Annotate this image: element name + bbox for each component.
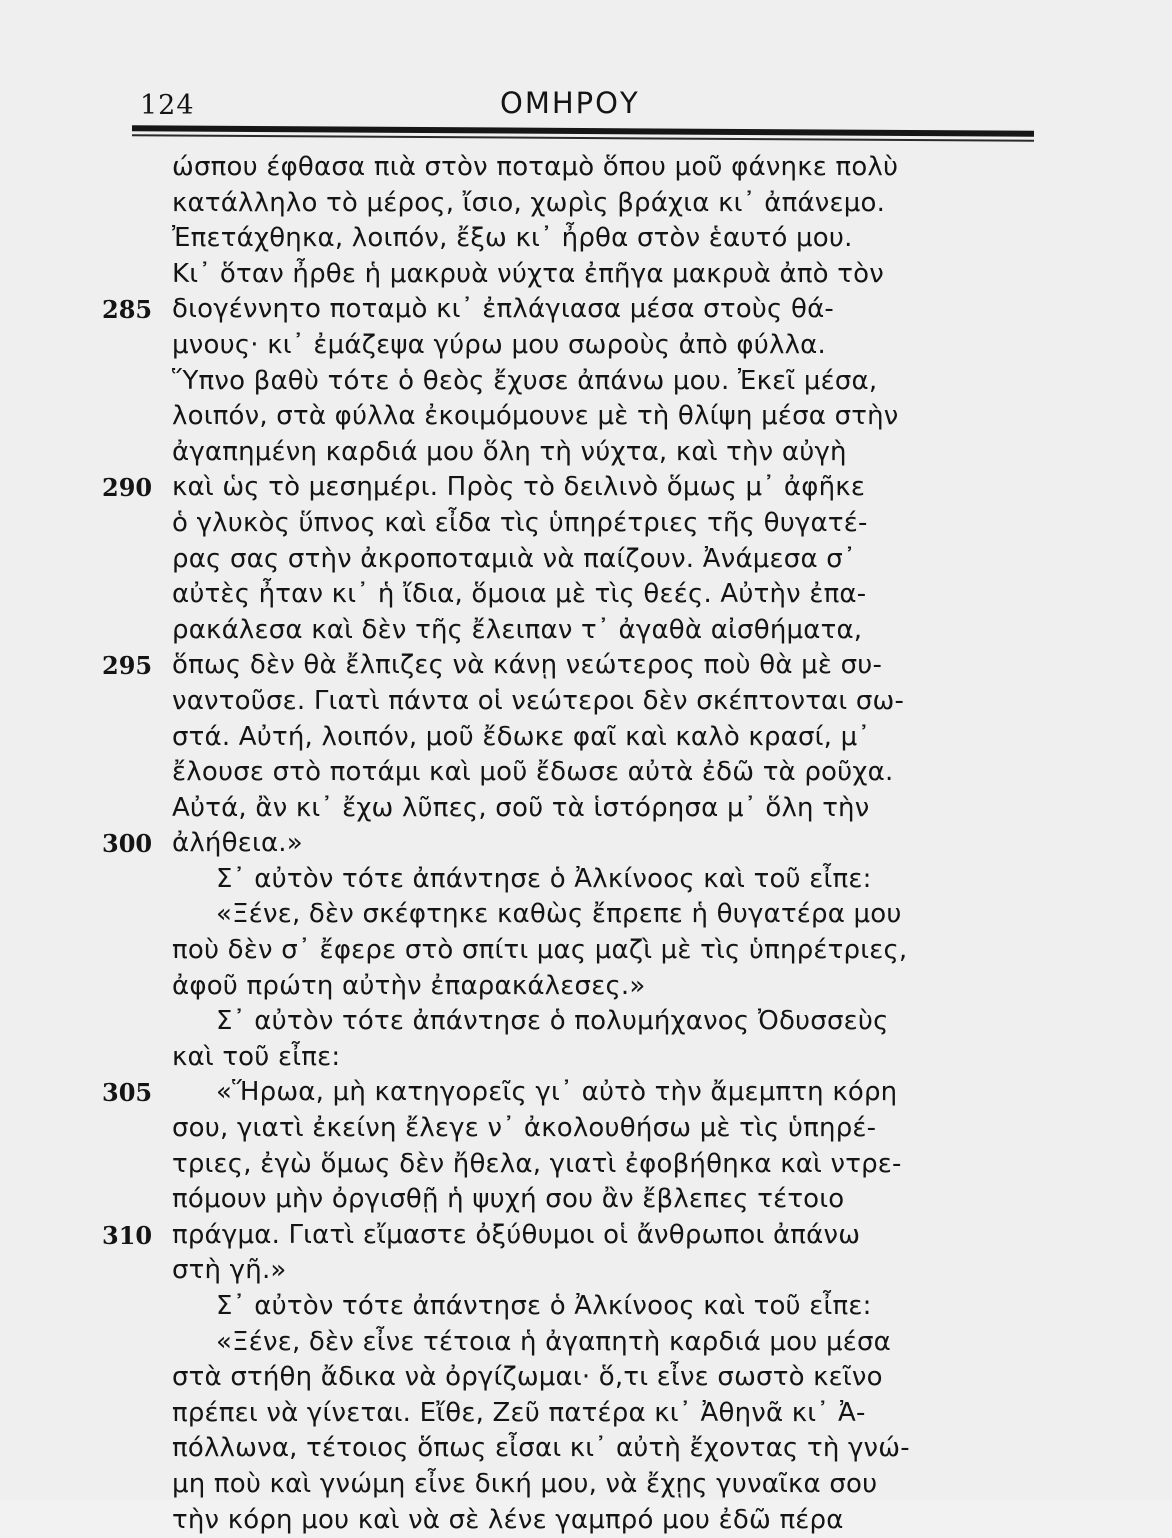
text-line: Σ᾽ αὐτὸν τότε ἀπάντησε ὁ Ἀλκίνοος καὶ τοῦ εἶπε:: [216, 1291, 872, 1321]
line-number: 290: [102, 473, 153, 502]
line-number: 285: [102, 295, 153, 324]
text-line: στὰ στήθη ἄδικα νὰ ὀργίζωμαι· ὅ,τι εἶνε σωστὸ κεῖνο: [172, 1362, 883, 1393]
text-line: ὁ γλυκὸς ὕπνος καὶ εἶδα τὶς ὑπηρέτριες τῆς θυγατέ-: [172, 507, 868, 538]
line-number: 310: [102, 1221, 153, 1250]
line-number: 295: [102, 651, 153, 680]
line-number: 305: [102, 1078, 153, 1107]
text-line: ὅπως δὲν θὰ ἔλπιζες νὰ κάνῃ νεώτερος ποὺ θὰ μὲ συ-: [172, 650, 883, 681]
text-line: Σ᾽ αὐτὸν τότε ἀπάντησε ὁ πολυμήχανος Ὀδυσσεὺς: [216, 1006, 889, 1037]
page-number: 124: [140, 90, 195, 121]
text-line: πόλλωνα, τέτοιος ὅπως εἶσαι κι᾽ αὐτὴ ἔχοντας τὴ γνώ-: [172, 1433, 910, 1464]
text-line: Ἐπετάχθηκα, λοιπόν, ἔξω κι᾽ ἦρθα στὸν ἑαυτό μου.: [172, 223, 853, 254]
text-line: ἀγαπημένη καρδιά μου ὅλη τὴ νύχτα, καὶ τὴν αὐγὴ: [172, 436, 847, 467]
text-line: στά. Αὐτή, λοιπόν, μοῦ ἔδωκε φαῖ καὶ καλὸ κρασί, μ᾽: [172, 721, 871, 752]
page-header: [140, 78, 1040, 128]
text-line: Σ᾽ αὐτὸν τότε ἀπάντησε ὁ Ἀλκίνοος καὶ τοῦ εἶπε:: [216, 863, 872, 894]
text-line: πόμουν μὴν ὀργισθῇ ἡ ψυχή σου ἂν ἔβλεπες τέτοιο: [172, 1184, 845, 1215]
text-line: ποὺ δὲν σ᾽ ἔφερε στὸ σπίτι μας μαζὶ μὲ τὶς ὑπηρέτριες,: [172, 935, 908, 966]
text-line: καὶ τοῦ εἶπε:: [172, 1041, 341, 1072]
text-line: μνους· κι᾽ ἐμάζεψα γύρω μου σωροὺς ἀπὸ φύλλα.: [172, 329, 826, 360]
text-line: καὶ ὡς τὸ μεσημέρι. Πρὸς τὸ δειλινὸ ὅμως μ᾽ ἀφῆκε: [172, 472, 866, 503]
text-line: ἔλουσε στὸ ποτάμι καὶ μοῦ ἔδωσε αὐτὰ ἐδῶ τὰ ροῦχα.: [172, 757, 894, 788]
running-title: ΟΜΗΡΟΥ: [500, 86, 640, 120]
text-line: διογέννητο ποταμὸ κι᾽ ἐπλάγιασα μέσα στοὺς θά-: [172, 294, 835, 325]
text-line: Ὕπνο βαθὺ τότε ὁ θεὸς ἔχυσε ἀπάνω μου. Ἐκεῖ μέσα,: [172, 365, 878, 396]
text-line: Αὐτά, ἂν κι᾽ ἔχω λῦπες, σοῦ τὰ ἱστόρησα μ᾽ ὅλη τὴν: [172, 792, 870, 823]
text-line: ἀλήθεια.»: [172, 828, 303, 859]
text-line: πράγμα. Γιατὶ εἴμαστε ὀξύθυμοι οἱ ἄνθρωποι ἀπάνω: [172, 1219, 861, 1250]
text-line: μη ποὺ καὶ γνώμη εἶνε δική μου, νὰ ἔχῃς γυναῖκα σου: [172, 1468, 878, 1499]
text-line: τριες, ἐγὼ ὅμως δὲν ἤθελα, γιατὶ ἐφοβήθηκα καὶ ντρε-: [172, 1148, 902, 1179]
text-line: κατάλληλο τὸ μέρος, ἴσιο, χωρὶς βράχια κι᾽ ἀπάνεμο.: [172, 187, 886, 218]
text-line: ρακάλεσα καὶ δὲν τῆς ἔλειπαν τ᾽ ἀγαθὰ αἰσθήματα,: [172, 614, 863, 645]
text-line: αὐτὲς ἦταν κι᾽ ἡ ἴδια, ὅμοια μὲ τὶς θεές. Αὐτὴν ἐπα-: [172, 579, 867, 610]
text-line: σου, γιατὶ ἐκείνη ἔλεγε ν᾽ ἀκολουθήσω μὲ τὶς ὑπηρέ-: [172, 1113, 877, 1144]
text-line: ώσπου έφθασα πιὰ στὸν ποταμὸ ὅπου μοῦ φάνηκε πολὺ: [172, 152, 899, 182]
text-line: λοιπόν, στὰ φύλλα ἐκοιμόμουνε μὲ τὴ θλίψη μέσα στὴν: [172, 401, 899, 432]
text-line: «Ξένε, δὲν εἶνε τέτοια ἡ ἀγαπητὴ καρδιά μου μέσα: [216, 1326, 891, 1357]
text-line: στὴ γῆ.»: [172, 1255, 287, 1286]
text-line: τὴν κόρη μου καὶ νὰ σὲ λένε γαμπρό μου ἐδῶ πέρα: [172, 1504, 844, 1535]
line-number: 300: [102, 829, 153, 858]
text-line: πρέπει νὰ γίνεται. Εἴθε, Ζεῦ πατέρα κι᾽ Ἀθηνᾶ κι᾽ Ἀ-: [172, 1397, 866, 1428]
text-line: ἀφοῦ πρώτη αὐτὴν ἐπαρακάλεσες.»: [172, 970, 646, 1001]
text-line: «Ἥρωα, μὴ κατηγορεῖς γι᾽ αὐτὸ τὴν ἄμεμπτη κόρη: [216, 1077, 898, 1108]
text-line: ναντοῦσε. Γιατὶ πάντα οἱ νεώτεροι δὲν σκέπτονται σω-: [172, 685, 905, 716]
body-text: [172, 150, 1034, 1538]
text-line: ρας σας στὴν ἀκροποταμιὰ νὰ παίζουν. Ἀνάμεσα σ᾽: [172, 543, 857, 574]
text-line: Κι᾽ ὅταν ἦρθε ἡ μακρυὰ νύχτα ἐπῆγα μακρυὰ ἀπὸ τὸν: [172, 258, 884, 289]
text-line: «Ξένε, δὲν σκέφτηκε καθὼς ἔπρεπε ἡ θυγατέρα μου: [216, 899, 902, 930]
